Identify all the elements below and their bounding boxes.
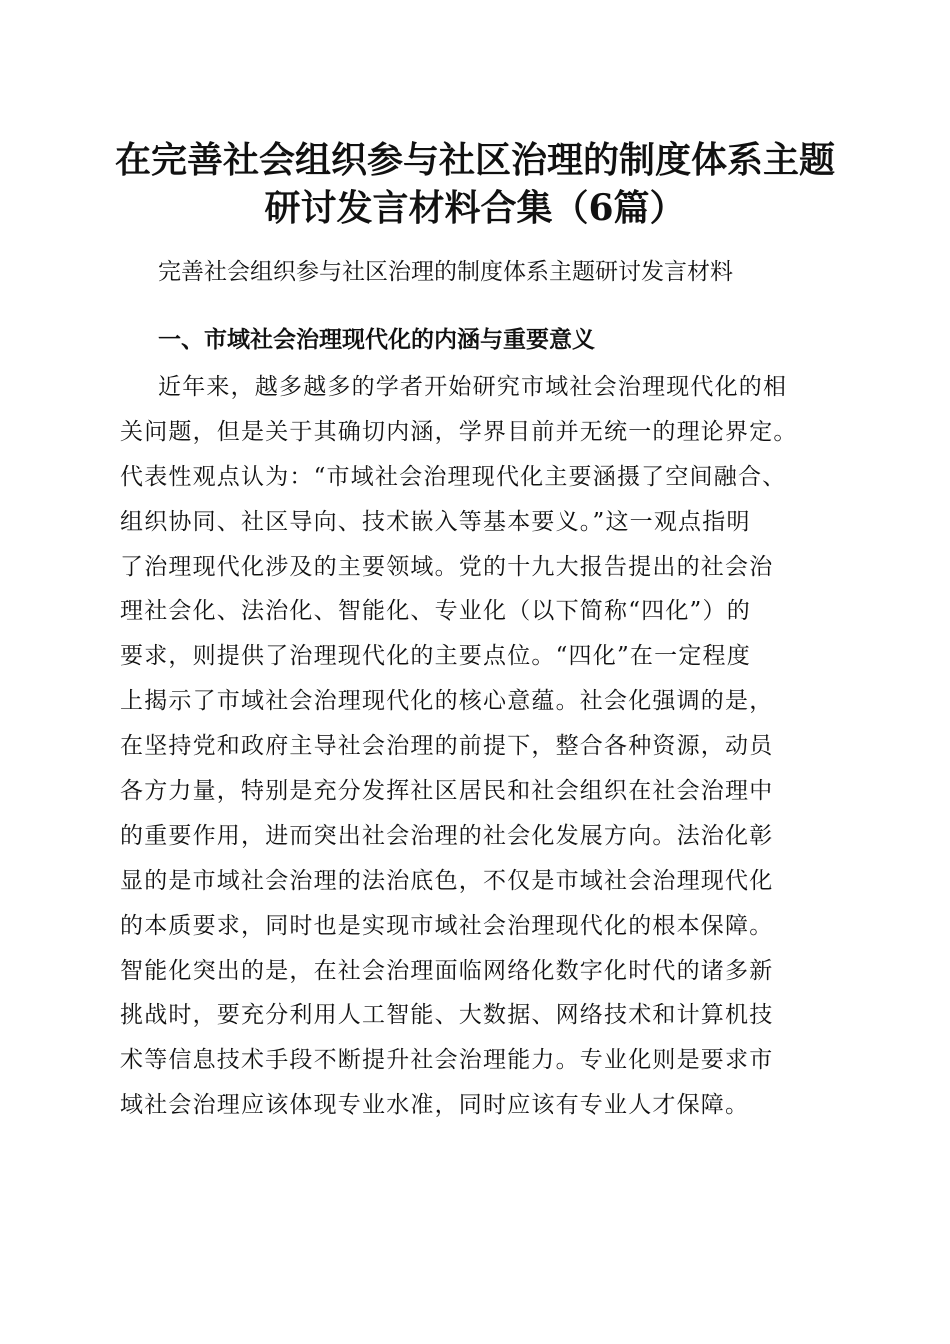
paragraph-line: 的重要作用，进而突出社会治理的社会化发展方向。法治化彰	[120, 822, 774, 849]
paragraph-line: 在坚持党和政府主导社会治理的前提下，整合各种资源，动员	[120, 733, 774, 760]
paragraph-line: 代表性观点认为：“市域社会治理现代化主要涵摄了空间融合、	[120, 463, 787, 490]
body-paragraph	[120, 365, 840, 1128]
paragraph-line: 上揭示了市域社会治理现代化的核心意蕴。社会化强调的是，	[120, 688, 774, 715]
paragraph-line: 理社会化、法治化、智能化、专业化（以下简称“四化”）的	[120, 598, 751, 625]
document-title-line-2: 研讨发言材料合集（6篇）	[264, 187, 686, 229]
section-heading: 一、市域社会治理现代化的内涵与重要意义	[158, 327, 595, 353]
paragraph-line: 挑战时，要充分利用人工智能、大数据、网络技术和计算机技	[120, 1002, 774, 1029]
paragraph-line: 关问题，但是关于其确切内涵，学界目前并无统一的理论界定。	[120, 418, 798, 445]
paragraph-line: 显的是市域社会治理的法治底色，不仅是市域社会治理现代化	[120, 867, 774, 894]
paragraph-line: 智能化突出的是，在社会治理面临网络化数字化时代的诸多新	[120, 957, 774, 984]
paragraph-line: 术等信息技术手段不断提升社会治理能力。专业化则是要求市	[120, 1047, 774, 1074]
paragraph-line: 要求，则提供了治理现代化的主要点位。“四化”在一定程度	[120, 643, 751, 670]
paragraph-line: 近年来，越多越多的学者开始研究市域社会治理现代化的相	[158, 374, 788, 400]
paragraph-line: 了治理现代化涉及的主要领域。党的十九大报告提出的社会治	[120, 553, 774, 580]
paragraph-line: 的本质要求，同时也是实现市域社会治理现代化的根本保障。	[120, 912, 774, 939]
paragraph-line: 域社会治理应该体现专业水准，同时应该有专业人才保障。	[120, 1092, 750, 1119]
document-title-line-1: 在完善社会组织参与社区治理的制度体系主题	[114, 139, 835, 181]
paragraph-line: 组织协同、社区导向、技术嵌入等基本要义。”这一观点指明	[120, 508, 751, 535]
document-subtitle: 完善社会组织参与社区治理的制度体系主题研讨发言材料	[158, 259, 733, 285]
paragraph-line: 各方力量，特别是充分发挥社区居民和社会组织在社会治理中	[120, 778, 774, 805]
